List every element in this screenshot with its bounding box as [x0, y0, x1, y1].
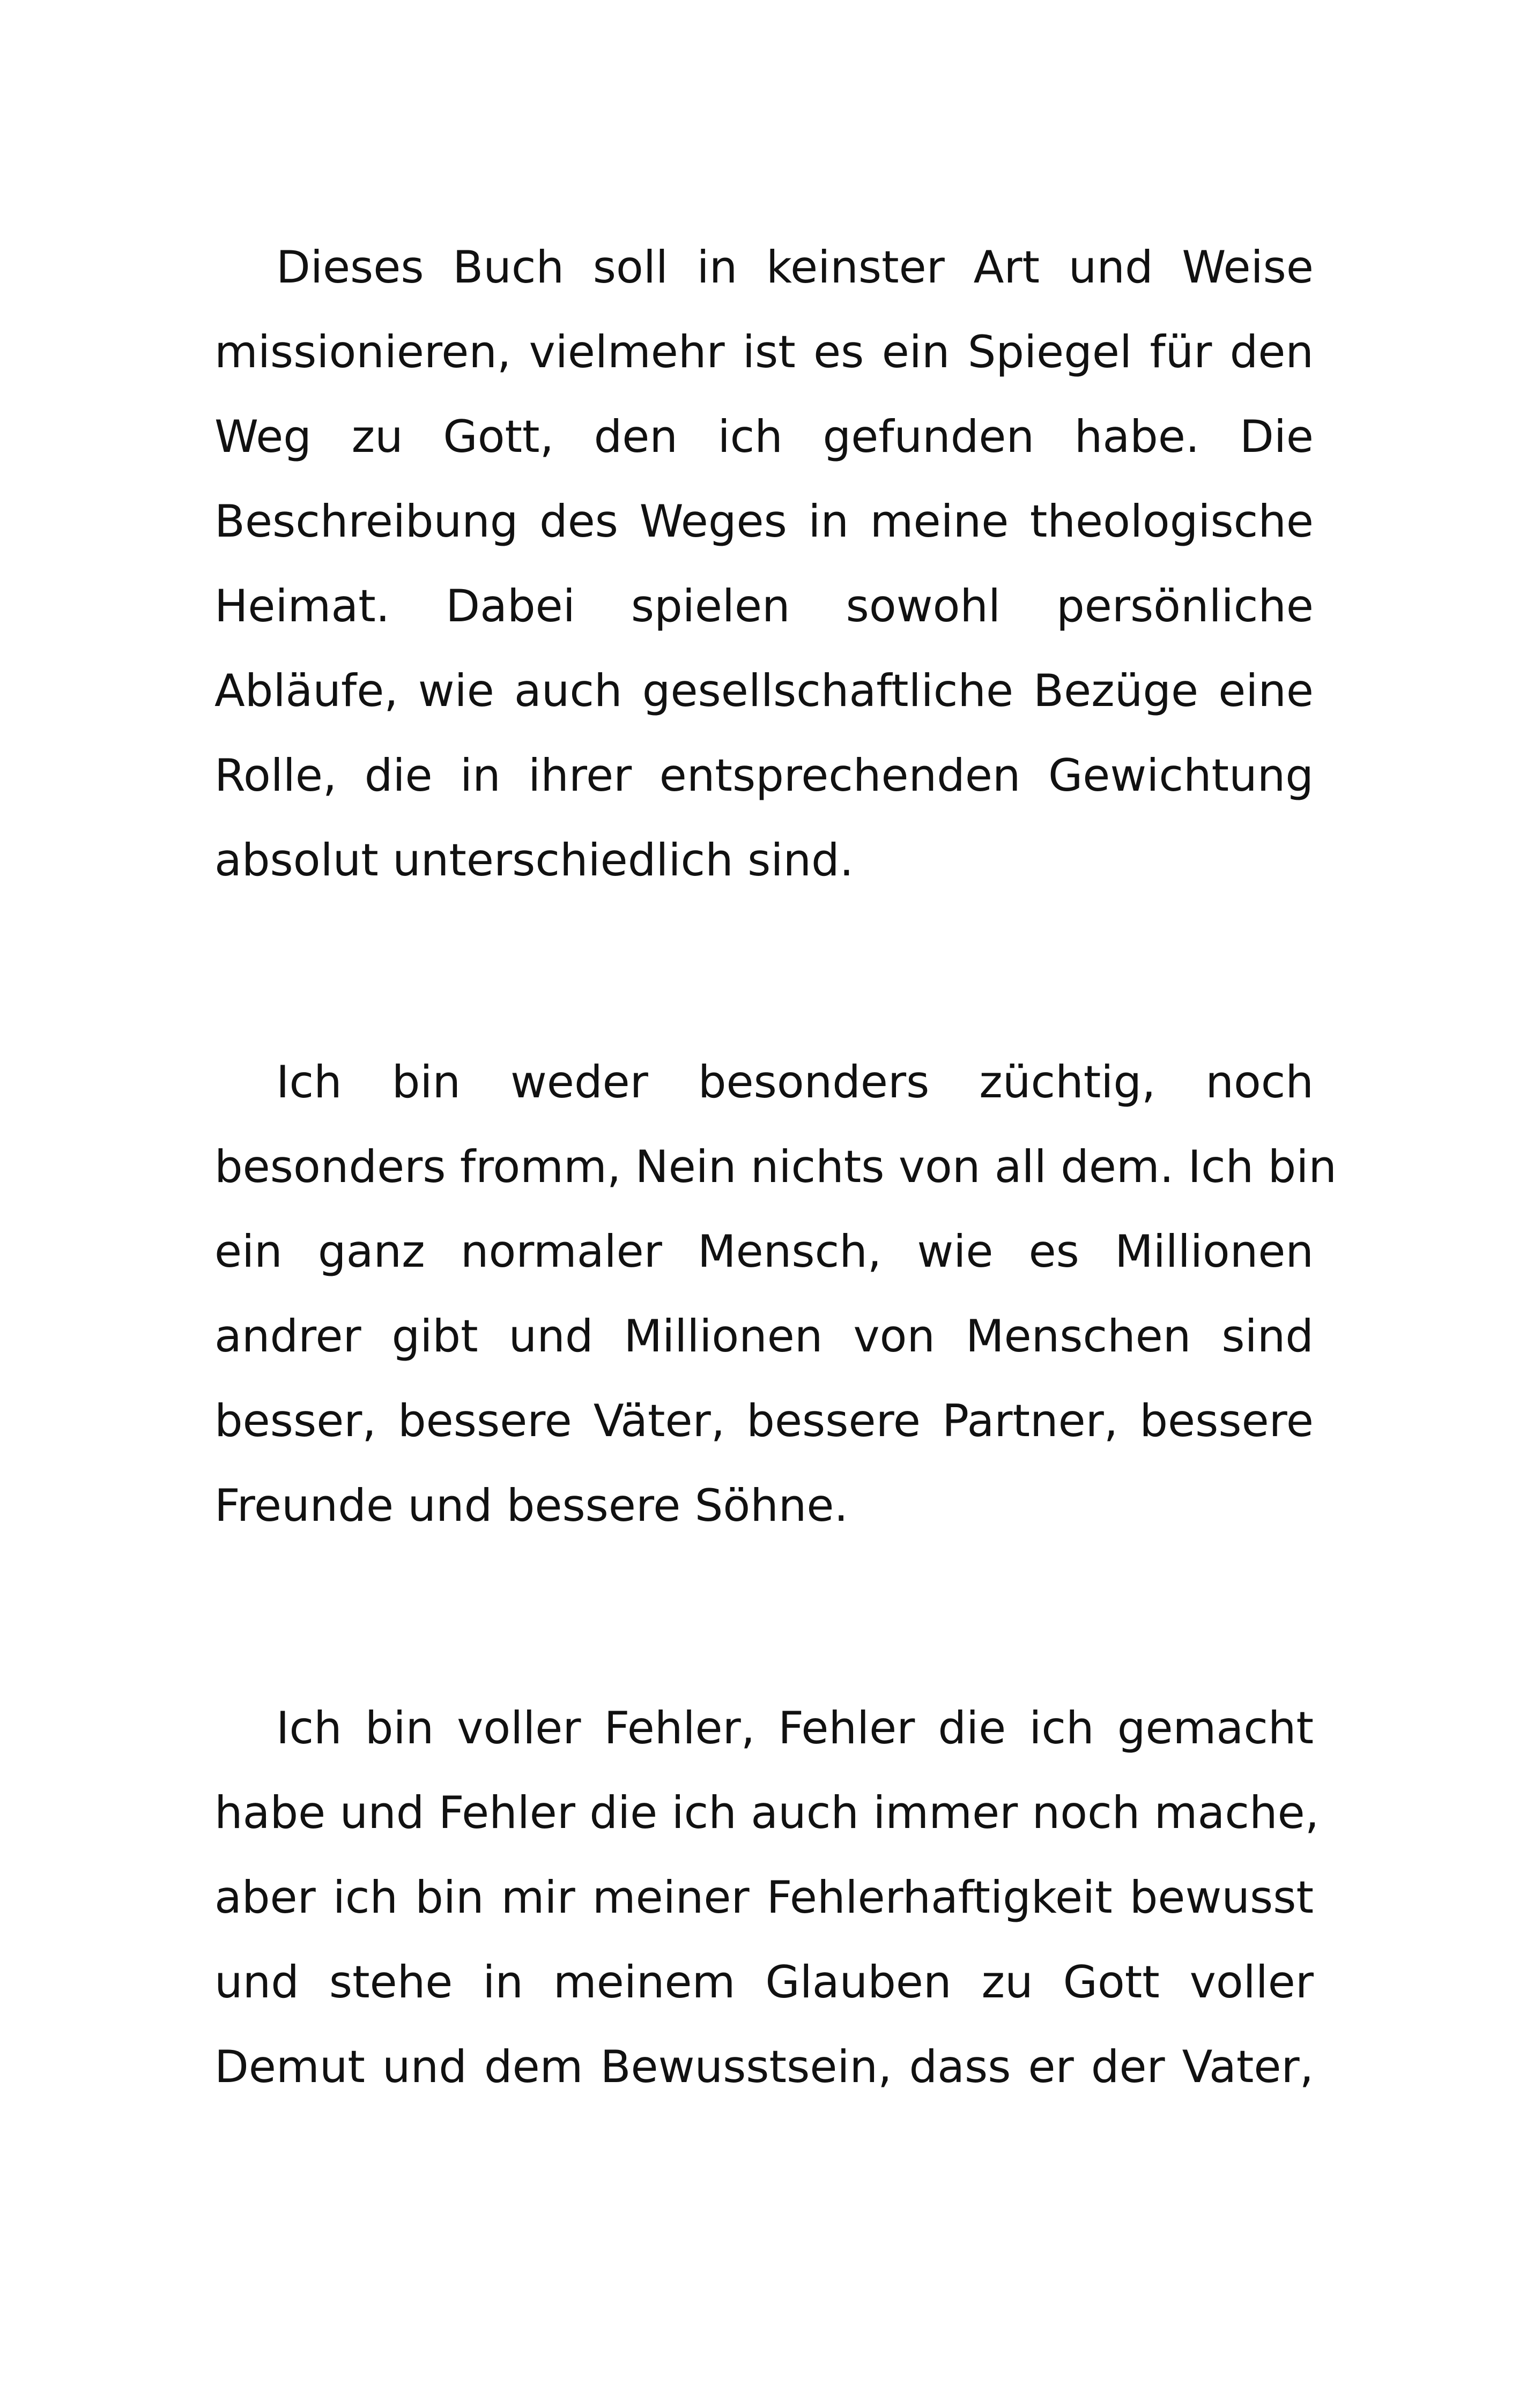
paragraph-1 [214, 225, 1314, 903]
text-line: Ich bin weder besonders züchtig, noch [276, 1056, 1314, 1108]
text-line: andrer gibt und Millionen von Menschen sind [214, 1310, 1314, 1362]
text-line: Beschreibung des Weges in meine theologische [214, 495, 1314, 547]
text-line: Dieses Buch soll in keinster Art und Weise [276, 241, 1314, 293]
text-line: aber ich bin mir meiner Fehlerhaftigkeit bewusst [214, 1871, 1314, 1923]
text-line: Rolle, die in ihrer entsprechenden Gewichtung [214, 749, 1314, 801]
text-line: Ich bin voller Fehler, Fehler die ich gemacht [276, 1702, 1314, 1754]
text-line: absolut unterschiedlich sind. [214, 834, 854, 886]
paragraph-3 [214, 1686, 1320, 2109]
text-line: und stehe in meinem Glauben zu Gott voller [214, 1956, 1314, 2008]
text-line: ein ganz normaler Mensch, wie es Millionen [214, 1225, 1314, 1277]
text-line: besonders fromm, Nein nichts von all dem. Ich bin [214, 1141, 1337, 1193]
text-line: habe und Fehler die ich auch immer noch mache, [214, 1787, 1320, 1839]
text-line: Freunde und bessere Söhne. [214, 1480, 848, 1532]
text-line: Heimat. Dabei spielen sowohl persönliche [214, 580, 1314, 632]
text-line: Demut und dem Bewusstsein, dass er der Vater, [214, 2041, 1314, 2093]
text-line: Abläufe, wie auch gesellschaftliche Bezüge eine [214, 665, 1314, 717]
text-line: missionieren, vielmehr ist es ein Spiegel für den [214, 326, 1314, 378]
text-line: besser, bessere Väter, bessere Partner, bessere [214, 1395, 1314, 1447]
text-line: Weg zu Gott, den ich gefunden habe. Die [214, 411, 1314, 463]
paragraph-2 [214, 1040, 1337, 1548]
